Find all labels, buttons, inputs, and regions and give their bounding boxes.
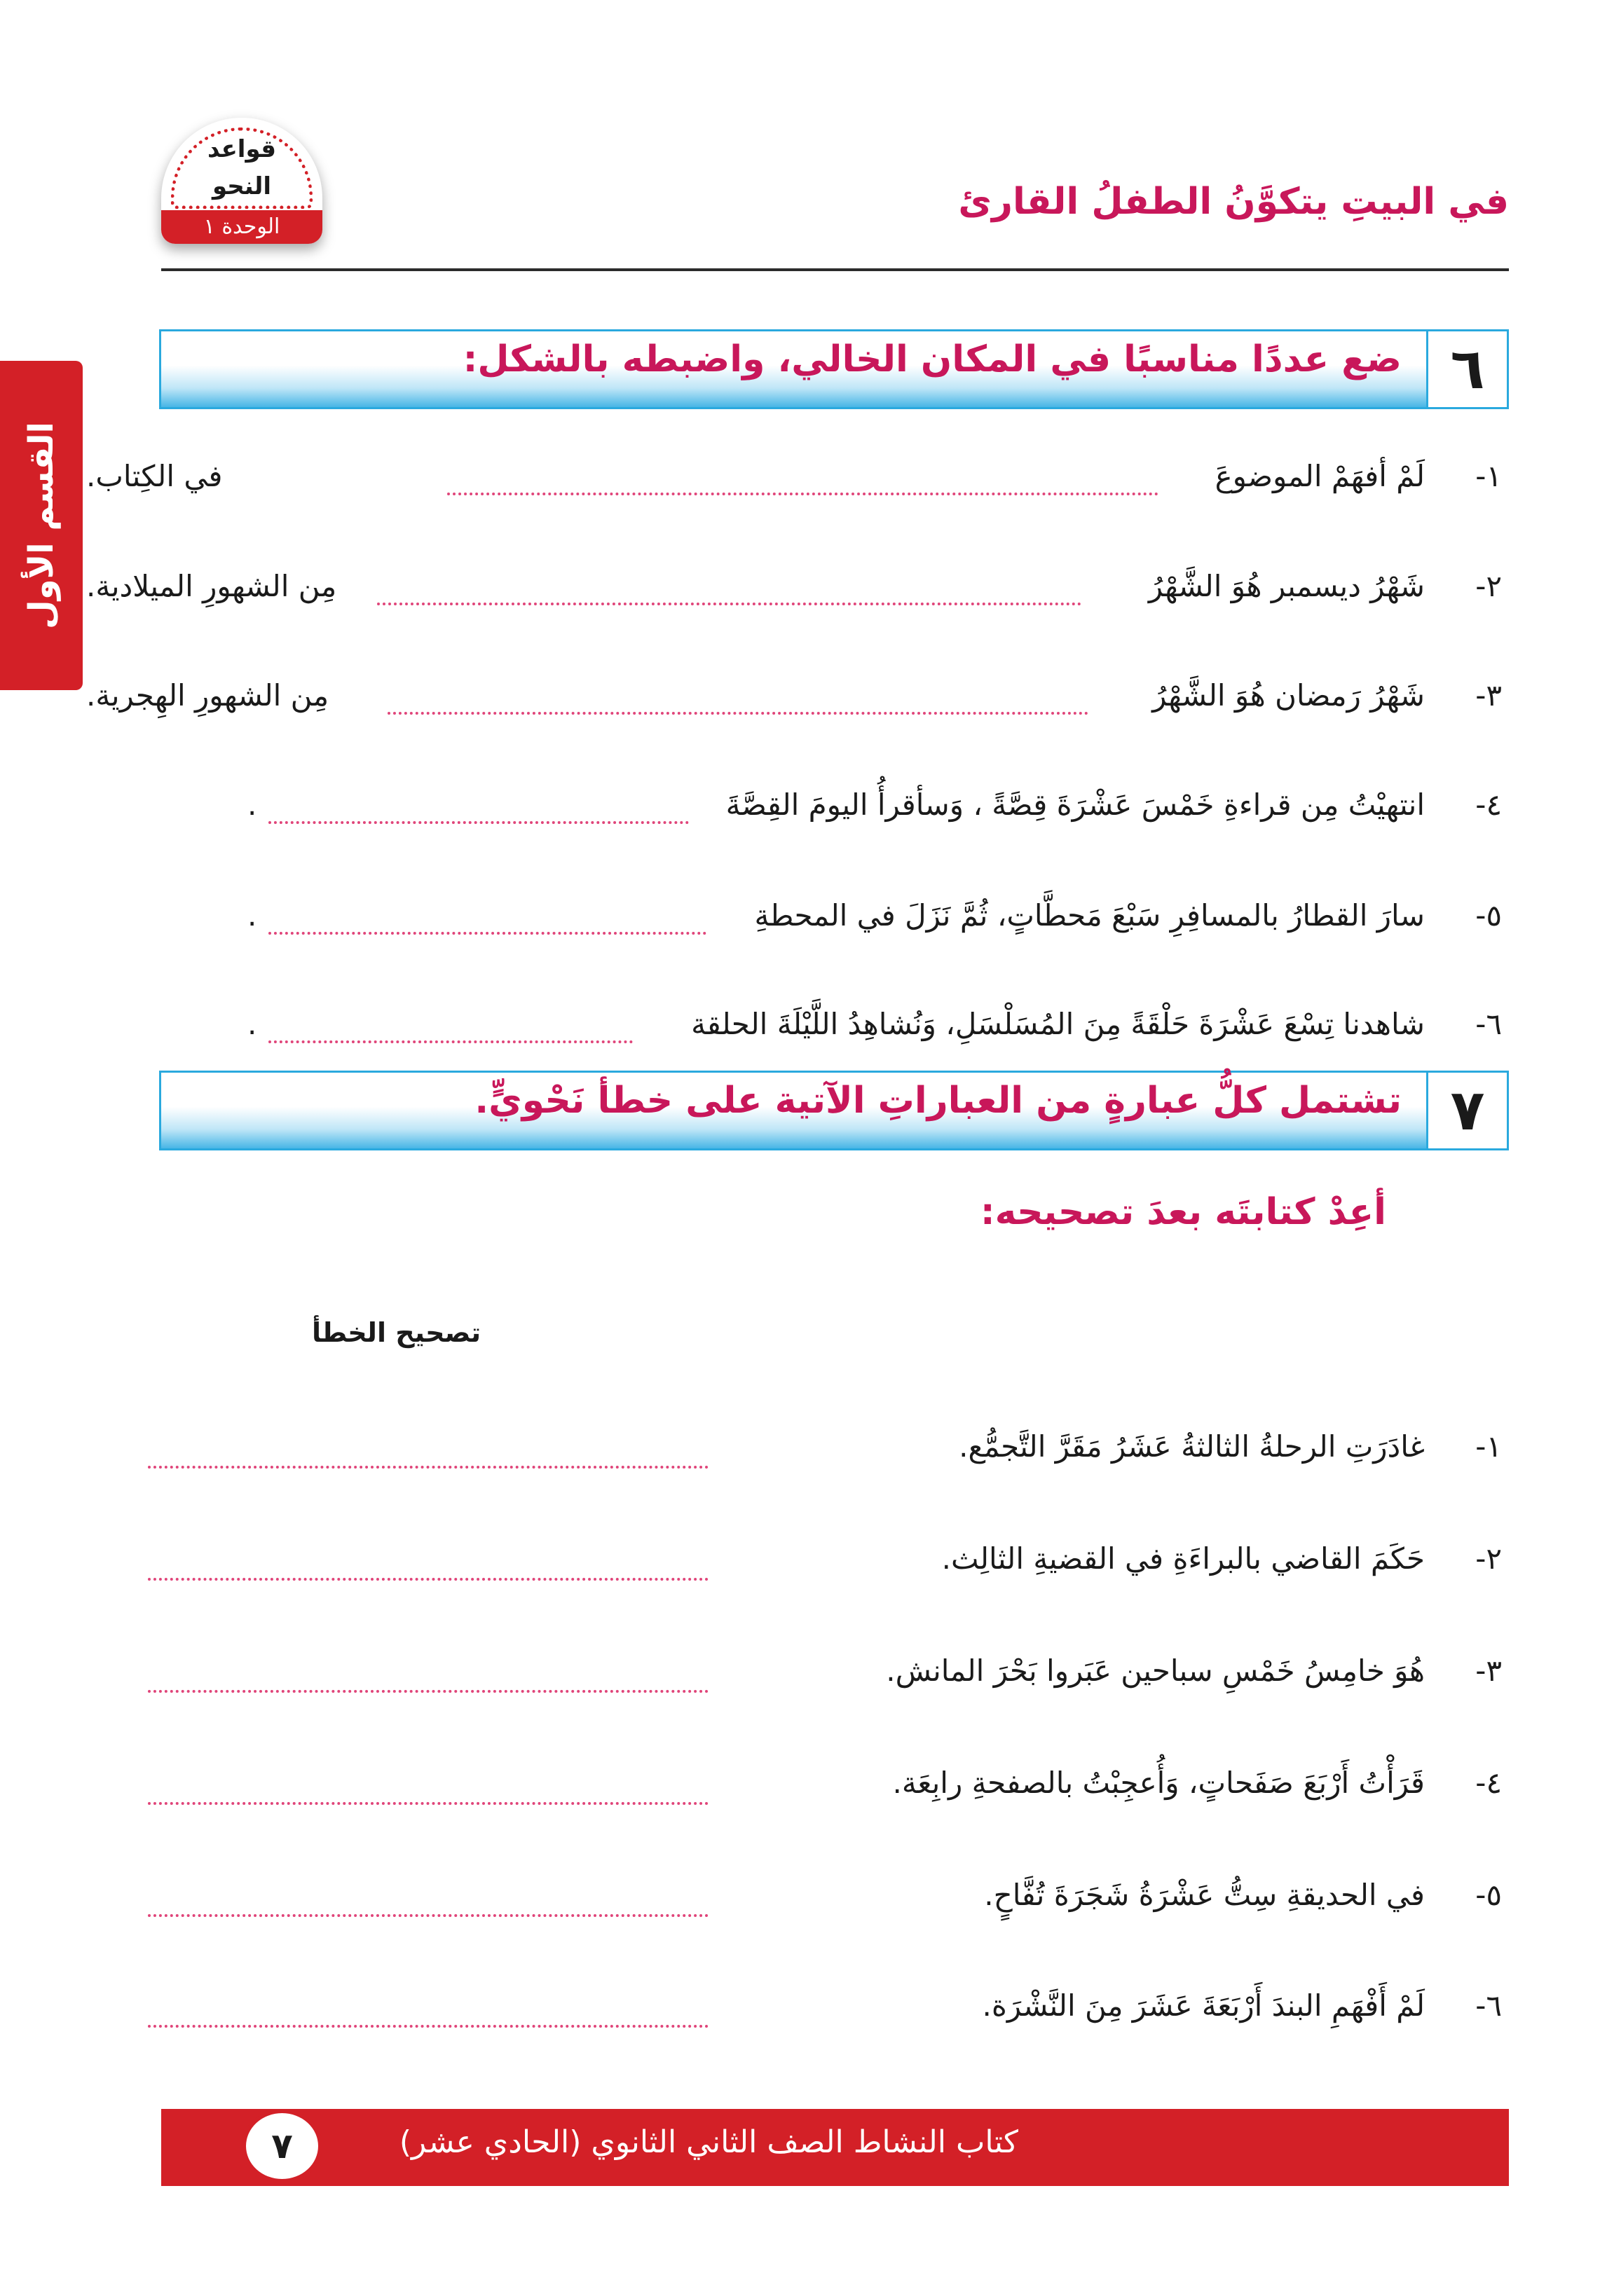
correction-blank[interactable] [148,1466,709,1469]
page-header-title: في البيتِ يتكوَّنُ الطفلُ القارئ [958,181,1509,223]
item-text: شَهْرُ ديسمبر هُوَ الشَّهْرُ [1148,569,1425,603]
section-6-heading [159,329,1509,409]
answer-blank[interactable] [388,712,1088,715]
correction-blank[interactable] [148,1914,709,1917]
item-text: في الحديقةِ سِتُّ عَشْرَةُ شَجَرَةَ تُفَّاحٍ. [984,1878,1425,1912]
item-number: ٤- [1475,788,1502,822]
item-tail: في الكِتاب. [86,459,223,493]
answer-blank[interactable] [268,821,689,824]
answer-blank[interactable] [447,493,1158,495]
item-text: لَمْ أَفْهَمِ البندَ أَرْبَعَةَ عَشَرَ مِنَ النَّشْرَة. [982,1988,1425,2023]
page-number: ٧ [242,2109,322,2183]
item-text: هُوَ خامِسُ خَمْسِ سباحين عَبَروا بَحْرَ المانش. [886,1654,1425,1688]
item-tail: مِن الشهورِ الهِجرية. [86,678,329,713]
item-number: ٦- [1475,1007,1502,1041]
section-7-heading [159,1071,1509,1150]
item-number: ٥- [1475,898,1502,933]
section-6-title: ضع عددًا مناسبًا في المكان الخالي، واضبطه بالشكل: [463,338,1402,380]
item-tail: . [247,1007,257,1041]
section-6-number: ٦ [1426,331,1507,407]
footer-bar [161,2109,1509,2186]
badge-unit-label: الوحدة ١ [161,210,322,244]
side-section-label: القسم الأول [22,422,61,629]
item-number: ٦- [1475,1988,1502,2023]
item-number: ٥- [1475,1878,1502,1912]
section-7-title: تشتمل كلُّ عبارةٍ من العباراتِ الآتية على خطأ نَحْويٍّ. [474,1080,1402,1122]
section-7-number: ٧ [1426,1073,1507,1148]
footer-book-title: كتاب النشاط الصف الثاني الثانوي (الحادي عشر) [399,2124,1018,2160]
item-number: ٢- [1475,569,1502,603]
correction-column-title: تصحيح الخطأ [312,1317,481,1348]
item-tail: مِن الشهورِ الميلادية. [86,569,337,603]
item-text: قَرَأْتُ أَرْبَعَ صَفَحاتٍ، وَأُعجِبْتُ بالصفحةِ رابِعَة. [892,1766,1425,1800]
correction-blank[interactable] [148,1690,709,1693]
item-number: ١- [1475,1429,1502,1464]
correction-blank[interactable] [148,1802,709,1805]
correction-blank[interactable] [148,2025,709,2028]
item-tail: . [247,898,257,933]
answer-blank[interactable] [268,1040,633,1043]
unit-badge [161,118,322,244]
item-text: سارَ القطارُ بالمسافِرِ سَبْعَ مَحطَّاتٍ، ثُمَّ نَزَلَ في المحطةِ [754,898,1425,933]
item-text: لَمْ أفهَمْ الموضوعَ [1215,459,1425,493]
item-number: ٣- [1475,1654,1502,1688]
section-7-subtitle: أعِدْ كتابتَه بعدَ تصحيحه: [980,1191,1386,1233]
answer-blank[interactable] [268,932,706,935]
item-number: ٣- [1475,678,1502,713]
side-section-tab [0,361,83,690]
badge-line-2: النحو [212,172,272,200]
item-tail: . [247,788,257,822]
item-text: غادَرَتِ الرحلةُ الثالثةُ عَشَرُ مَقَرَّ التَّجمُّع. [959,1429,1425,1464]
correction-blank[interactable] [148,1578,709,1581]
item-text: شاهدنا تِسْعَ عَشْرَةَ حَلْقَةً مِنَ المُسَلْسَلِ، وَنُشاهِدُ اللَّيْلَةَ الحلقة [691,1007,1425,1041]
item-text: حَكَمَ القاضي بالبراءَةِ في القضيةِ الثالِث. [941,1541,1425,1576]
header-divider [161,268,1509,271]
item-number: ٤- [1475,1766,1502,1800]
item-number: ١- [1475,459,1502,493]
answer-blank[interactable] [377,603,1081,605]
badge-line-1: قواعد [207,135,277,163]
item-text: انتهيْتُ مِن قراءةِ خَمْسَ عَشْرَةَ قِصَّةً ، وَسأقرأُ اليومَ القِصَّةَ [725,788,1425,822]
item-text: شَهْرُ رَمضان هُوَ الشَّهْرُ [1152,678,1425,713]
item-number: ٢- [1475,1541,1502,1576]
